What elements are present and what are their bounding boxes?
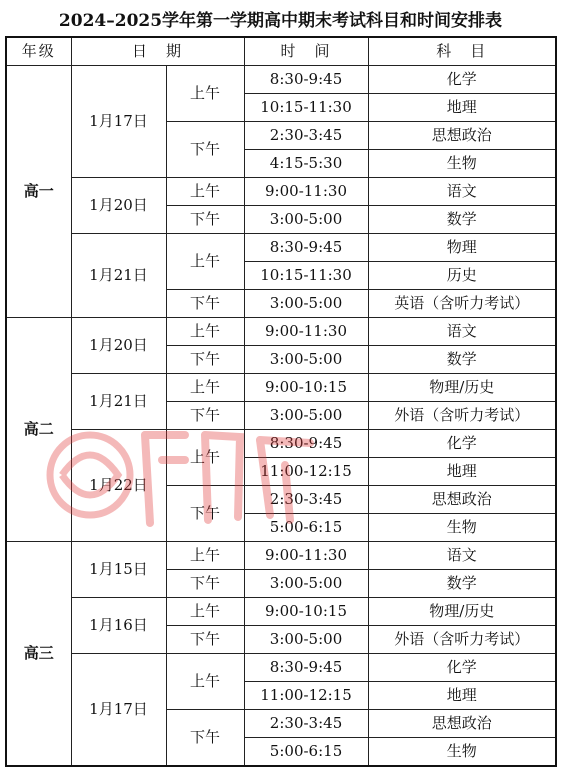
table-row [6, 598, 556, 626]
time-cell: 8:30-9:45 [244, 66, 368, 94]
subject-cell: 地理 [368, 682, 556, 710]
subject-cell: 生物 [368, 150, 556, 178]
subject-cell: 物理/历史 [368, 374, 556, 402]
date-cell: 1月22日 [71, 430, 166, 542]
time-cell: 8:30-9:45 [244, 654, 368, 682]
subject-cell: 数学 [368, 346, 556, 374]
session-cell: 上午 [166, 374, 244, 402]
table-row [6, 654, 556, 682]
grade-cell: 高二 [6, 318, 71, 542]
time-cell: 10:15-11:30 [244, 262, 368, 290]
page-title: 2024–2025学年第一学期高中期末考试科目和时间安排表 [58, 11, 503, 31]
date-cell: 1月15日 [71, 542, 166, 598]
subject-cell: 化学 [368, 430, 556, 458]
subject-cell: 外语（含听力考试） [368, 626, 556, 654]
session-cell: 上午 [166, 66, 244, 122]
subject-cell: 生物 [368, 514, 556, 542]
subject-cell: 语文 [368, 178, 556, 206]
subject-cell: 物理/历史 [368, 598, 556, 626]
subject-cell: 数学 [368, 570, 556, 598]
header-date: 日 期 [71, 37, 244, 66]
subject-cell: 物理 [368, 234, 556, 262]
date-cell: 1月20日 [71, 178, 166, 234]
subject-cell: 思想政治 [368, 486, 556, 514]
subject-cell: 化学 [368, 66, 556, 94]
time-cell: 3:00-5:00 [244, 206, 368, 234]
header-time: 时 间 [244, 37, 368, 66]
time-cell: 3:00-5:00 [244, 402, 368, 430]
session-cell: 上午 [166, 430, 244, 486]
time-cell: 9:00-11:30 [244, 178, 368, 206]
time-cell: 4:15-5:30 [244, 150, 368, 178]
table-row [6, 234, 556, 262]
time-cell: 9:00-11:30 [244, 542, 368, 570]
exam-schedule-table [5, 36, 557, 767]
time-cell: 10:15-11:30 [244, 94, 368, 122]
subject-cell: 化学 [368, 654, 556, 682]
date-cell: 1月20日 [71, 318, 166, 374]
subject-cell: 地理 [368, 458, 556, 486]
date-cell: 1月21日 [71, 234, 166, 318]
session-cell: 下午 [166, 346, 244, 374]
session-cell: 上午 [166, 234, 244, 290]
schedule-body [6, 66, 556, 767]
time-cell: 9:00-10:15 [244, 374, 368, 402]
time-cell: 9:00-11:30 [244, 318, 368, 346]
session-cell: 上午 [166, 318, 244, 346]
subject-cell: 思想政治 [368, 710, 556, 738]
time-cell: 3:00-5:00 [244, 346, 368, 374]
time-cell: 11:00-12:15 [244, 682, 368, 710]
date-cell: 1月17日 [71, 654, 166, 767]
session-cell: 下午 [166, 486, 244, 542]
subject-cell: 地理 [368, 94, 556, 122]
subject-cell: 数学 [368, 206, 556, 234]
session-cell: 下午 [166, 290, 244, 318]
time-cell: 8:30-9:45 [244, 234, 368, 262]
session-cell: 下午 [166, 570, 244, 598]
time-cell: 3:00-5:00 [244, 290, 368, 318]
session-cell: 上午 [166, 598, 244, 626]
subject-cell: 外语（含听力考试） [368, 402, 556, 430]
table-row [6, 374, 556, 402]
subject-cell: 生物 [368, 738, 556, 767]
session-cell: 下午 [166, 402, 244, 430]
session-cell: 上午 [166, 542, 244, 570]
header-row [6, 37, 556, 66]
session-cell: 下午 [166, 710, 244, 767]
time-cell: 3:00-5:00 [244, 570, 368, 598]
session-cell: 下午 [166, 122, 244, 178]
session-cell: 上午 [166, 178, 244, 206]
subject-cell: 历史 [368, 262, 556, 290]
time-cell: 8:30-9:45 [244, 430, 368, 458]
header-subject: 科 目 [368, 37, 556, 66]
session-cell: 下午 [166, 206, 244, 234]
time-cell: 5:00-6:15 [244, 738, 368, 767]
subject-cell: 语文 [368, 318, 556, 346]
subject-cell: 英语（含听力考试） [368, 290, 556, 318]
date-cell: 1月17日 [71, 66, 166, 178]
table-row [6, 430, 556, 458]
time-cell: 5:00-6:15 [244, 514, 368, 542]
table-row [6, 66, 556, 94]
grade-cell: 高一 [6, 66, 71, 318]
time-cell: 3:00-5:00 [244, 626, 368, 654]
subject-cell: 思想政治 [368, 122, 556, 150]
session-cell: 下午 [166, 626, 244, 654]
time-cell: 2:30-3:45 [244, 122, 368, 150]
date-cell: 1月21日 [71, 374, 166, 430]
time-cell: 9:00-10:15 [244, 598, 368, 626]
grade-cell: 高三 [6, 542, 71, 767]
subject-cell: 语文 [368, 542, 556, 570]
date-cell: 1月16日 [71, 598, 166, 654]
time-cell: 2:30-3:45 [244, 486, 368, 514]
time-cell: 11:00-12:15 [244, 458, 368, 486]
time-cell: 2:30-3:45 [244, 710, 368, 738]
table-row [6, 318, 556, 346]
session-cell: 上午 [166, 654, 244, 710]
table-row [6, 542, 556, 570]
header-grade: 年级 [6, 37, 71, 66]
table-row [6, 178, 556, 206]
